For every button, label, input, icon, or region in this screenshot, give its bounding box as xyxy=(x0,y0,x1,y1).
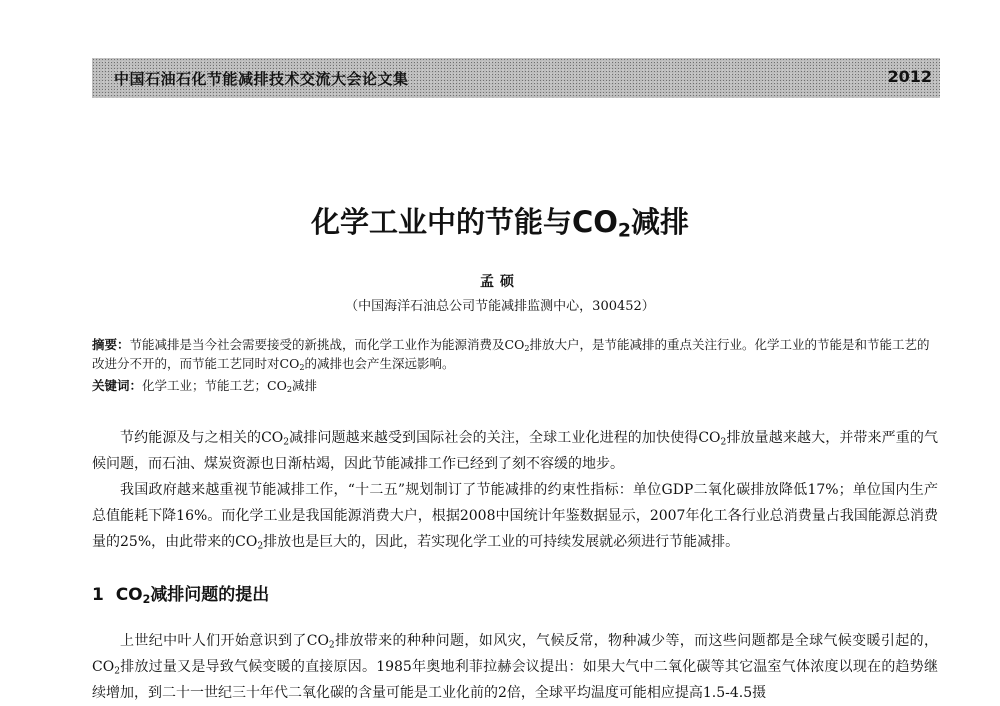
section-heading-1: 1 $CO_2$减排问题的提出 xyxy=(92,585,270,606)
author-affiliation: （中国海洋石油总公司节能减排监测中心，300452） xyxy=(345,299,655,314)
body-paragraph-3: 上世纪中叶人们开始意识到了$CO_2$排放带来的种种问题，如风灾，气候反常，物种减少等，而这些问题都是全球气候变暖引起的，$CO_2$排放过量又是导致气候变暖的直接原因。1985年奥地利菲拉赫会议提出：如果大气中二氧化碳等其它温室气体浓度以现在的趋势继续增加，到二十一世纪三十年代二氧化碳的含量可能是工业化前的2倍，全球平均温度可能相应提高1.5-4.5摄 xyxy=(92,633,938,701)
abstract: 摘要：节能减排是当今社会需要接受的新挑战，而化学工业作为能源消费及$CO_2$排放大户，是节能减排的重点关注行业。化学工业的节能是和节能工艺的改进分不开的，而节能工艺同时对$CO_2$的减排也会产生深远影响。 xyxy=(92,337,930,373)
paper-title: 化学工业中的节能与$CO_2$减排 xyxy=(310,205,690,242)
body-paragraph-2: 我国政府越来越重视节能减排工作，“十二五”规划制订了节能减排的约束性指标：单位GDP二氧化碳排放降低17%；单位国内生产总值能耗下降16%。而化学工业是我国能源消费大户，根据2008中国统计年鉴数据显示，2007年化工各行业总消费量占我国能源总消费量的25%，由此带来的$CO_2$排放也是巨大的，因此，若实现化学工业的可持续发展就必须进行节能减排。 xyxy=(92,482,938,552)
journal-header-banner xyxy=(92,58,940,98)
keywords: 关键词：化学工业；节能工艺；$CO_2$减排 xyxy=(92,378,318,395)
journal-title: 中国石油石化节能减排技术交流大会论文集 xyxy=(114,70,409,88)
journal-year: 2012 xyxy=(887,67,932,86)
body-paragraph-1: 节约能源及与之相关的$CO_2$减排问题越来越受到国际社会的关注，全球工业化进程的加快使得$CO_2$排放量越来越大，并带来严重的气候问题，而石油、煤炭资源也日渐枯竭，因此节能减排工作已经到了刻不容缓的地步。 xyxy=(92,430,938,472)
abstract-label: 摘要： xyxy=(92,337,130,352)
paper-author: 孟硕 xyxy=(480,274,520,290)
keywords-label: 关键词： xyxy=(92,378,143,393)
